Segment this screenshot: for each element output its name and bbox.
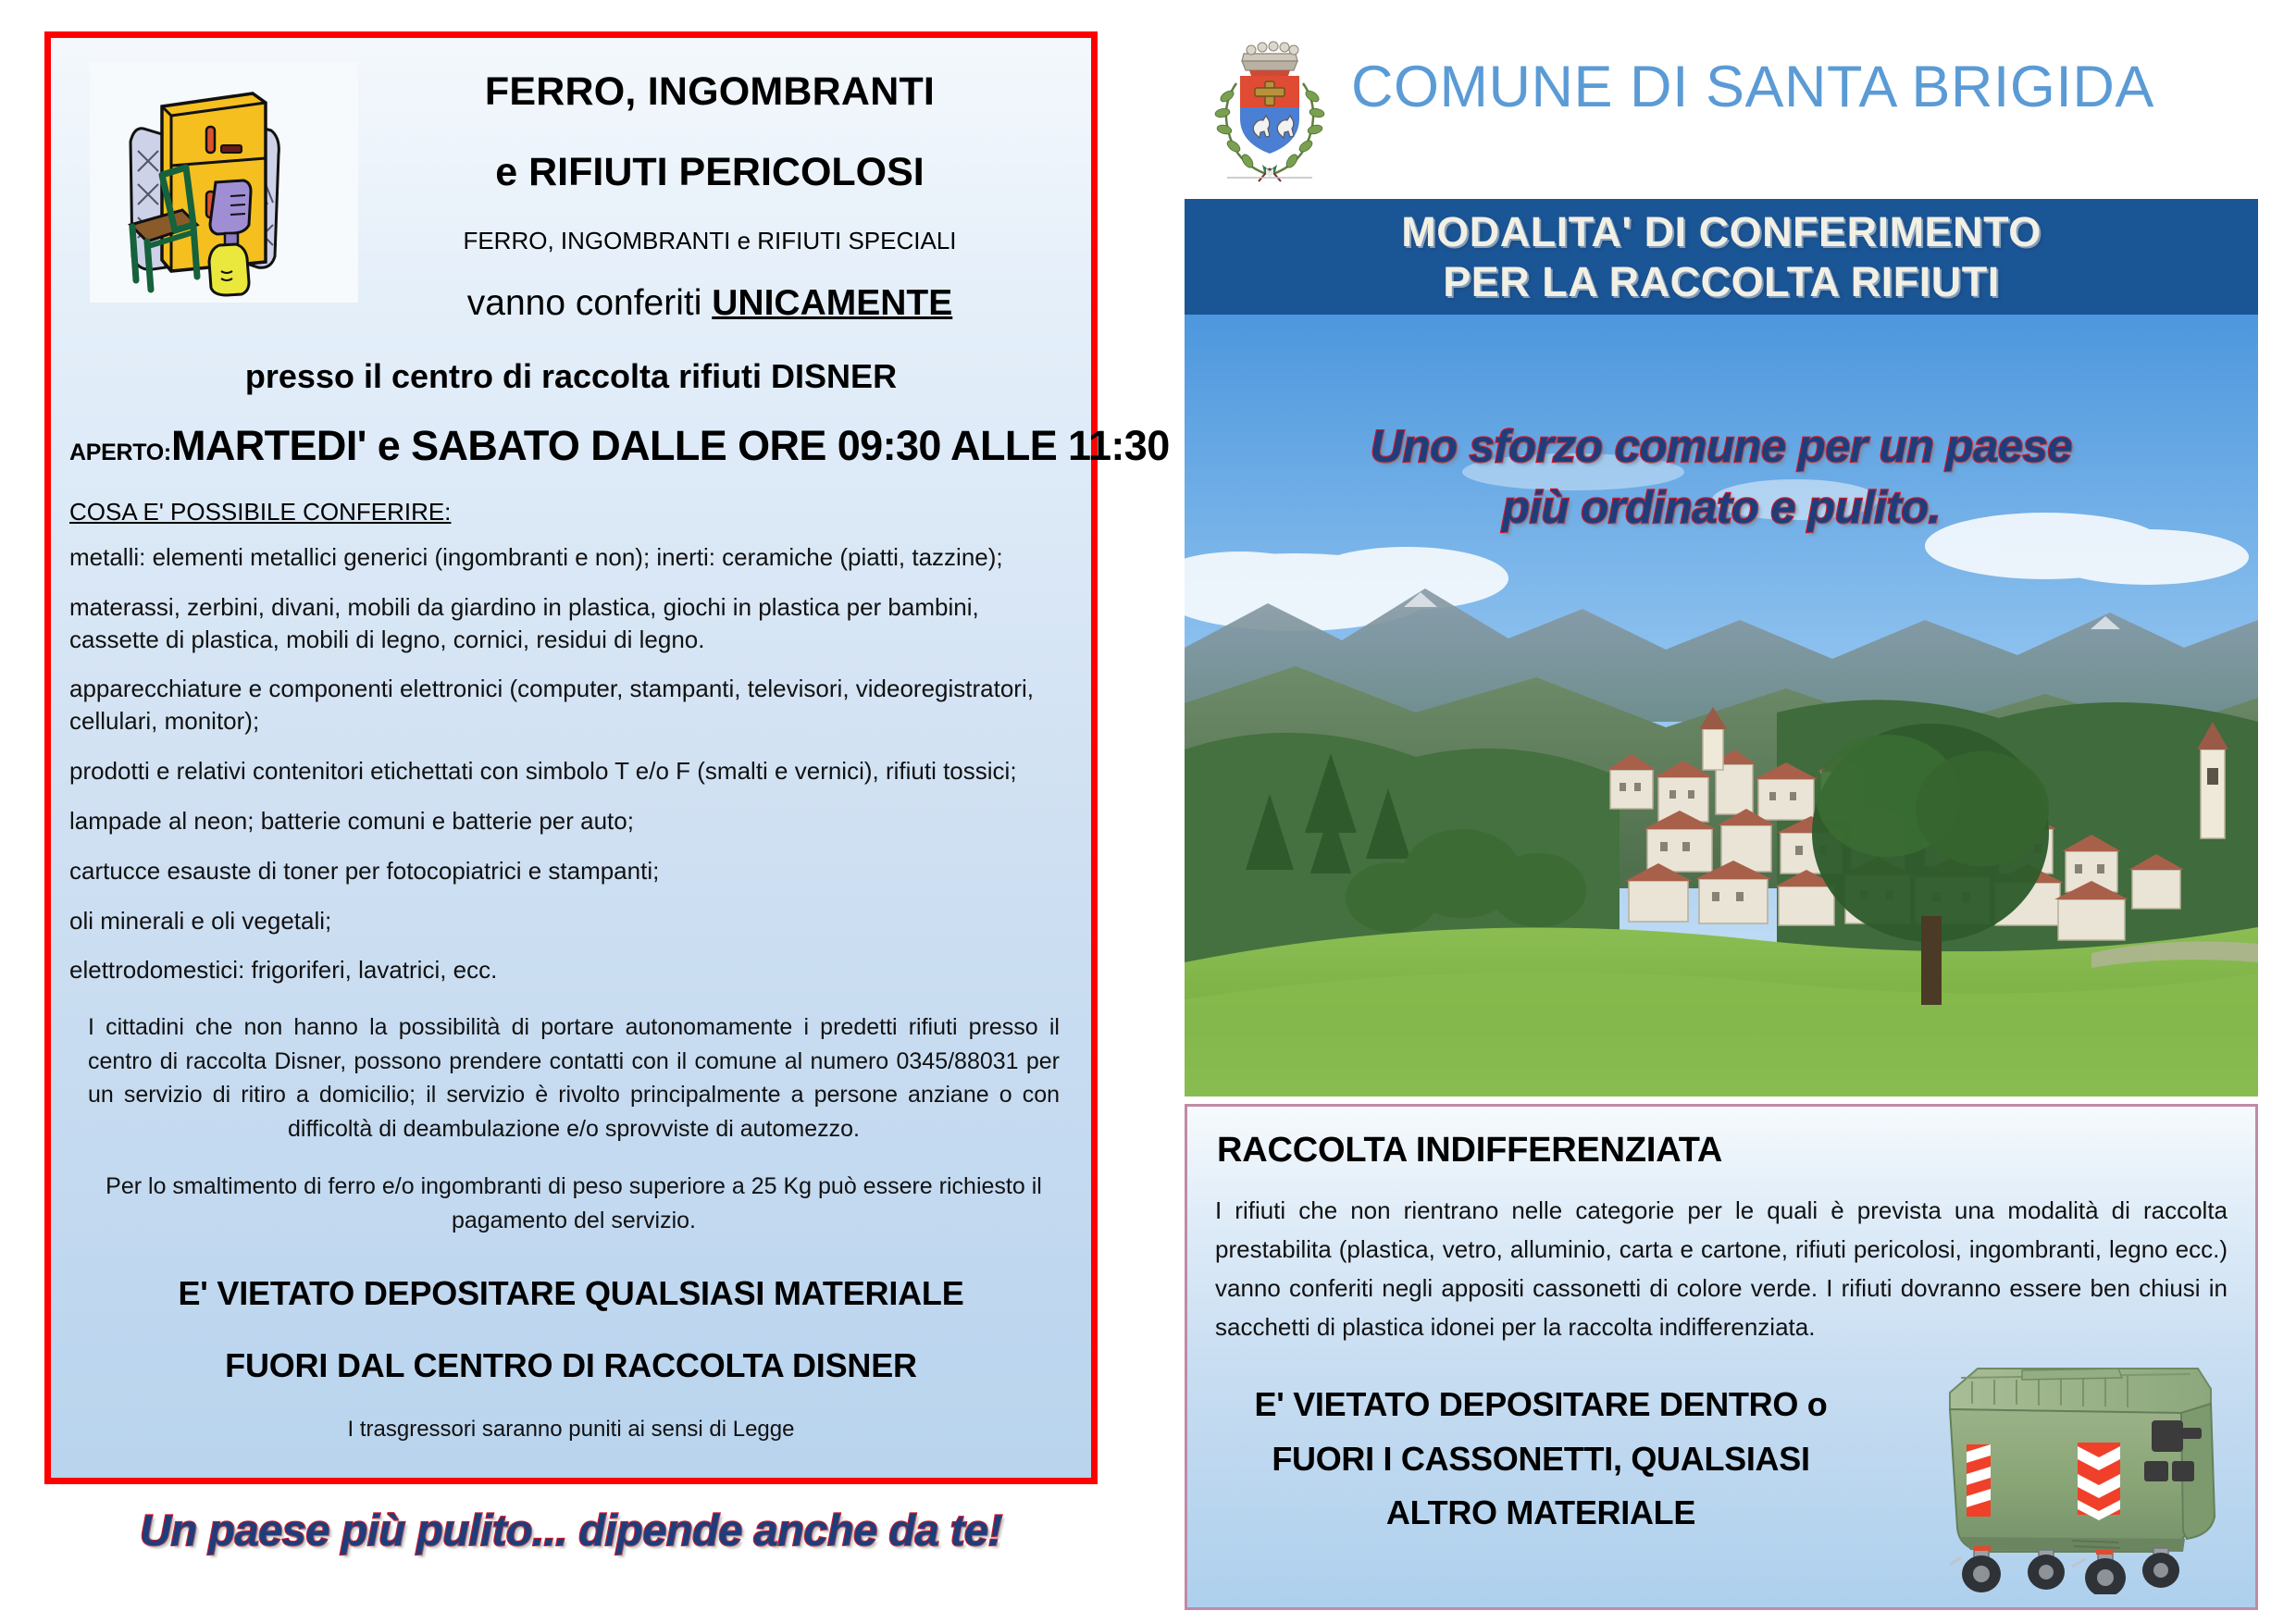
raccolta-indifferenziata-box bbox=[1185, 1104, 2258, 1610]
left-title-line2: e RIFIUTI PERICOLOSI bbox=[495, 150, 925, 194]
banner-line1: MODALITA' DI CONFERIMENTO bbox=[1401, 208, 2042, 256]
left-warning-line1: E' VIETATO DEPOSITARE QUALSIASI MATERIALE bbox=[178, 1274, 964, 1313]
indifferenziata-title: RACCOLTA INDIFFERENZIATA bbox=[1217, 1131, 1723, 1170]
green-waste-bin-illustration bbox=[1933, 1335, 2239, 1594]
service-info-paragraphs bbox=[62, 1010, 1080, 1237]
list-item: elettrodomestici: frigoriferi, lavatrici, ecc. bbox=[69, 956, 498, 985]
right-panel bbox=[1185, 9, 2258, 1610]
overlay-line2: più ordinato e pulito. bbox=[1502, 483, 1941, 534]
coat-of-arms-icon bbox=[1209, 30, 1331, 185]
indifferenziata-paragraph: I rifiuti che non rientrano nelle categorie per le quali è prevista una modalità di raccolta prestabilita (plastica, vetro, alluminio, carta e cartone, rifiuti pericolosi, ingombranti, legno ecc.) vanno conferiti negli appositi cassonetti di colore verde. I rifiuti dovranno essere ben chiusi in sacchetti di plastica idonei per la raccolta indifferenziata. bbox=[1215, 1196, 2228, 1342]
left-panel-ferro-ingombranti bbox=[44, 31, 1170, 1484]
comune-header bbox=[1185, 9, 2258, 194]
banner-line2: PER LA RACCOLTA RIFIUTI bbox=[1443, 257, 2000, 305]
left-footnote: I trasgressori saranno puniti ai sensi di Legge bbox=[347, 1417, 795, 1443]
indiff-warn-line3: ALTRO MATERIALE bbox=[1385, 1493, 1696, 1532]
photo-overlay-slogan bbox=[1185, 416, 2258, 539]
indifferenziata-body bbox=[1208, 1191, 2235, 1346]
left-line3-emphasis: UNICAMENTE bbox=[712, 283, 953, 323]
blue-banner bbox=[1185, 199, 2258, 315]
poster-tagline: Un paese più pulito... dipende anche da te! bbox=[140, 1505, 1002, 1555]
left-line3-prefix: vanno conferiti bbox=[466, 283, 713, 323]
list-item: apparecchiature e componenti elettronici (computer, stampanti, televisori, videoregistratori, cellulari, monitor); bbox=[69, 675, 1034, 736]
list-item: prodotti e relativi contenitori etichettati con simbolo T e/o F (smalti e vernici), rifiuti tossici; bbox=[69, 757, 1017, 786]
left-warning-line2: FUORI DAL CENTRO DI RACCOLTA DISNER bbox=[225, 1346, 917, 1385]
left-subtitle: FERRO, INGOMBRANTI e RIFIUTI SPECIALI bbox=[463, 227, 957, 254]
comune-title: COMUNE DI SANTA BRIGIDA bbox=[1351, 55, 2154, 119]
list-item: materassi, zerbini, divani, mobili da giardino in plastica, giochi in plastica per bambini, cassette di plastica, mobili di legno, cornici, residui di legno. bbox=[69, 592, 979, 653]
indiff-warn-line1: E' VIETATO DEPOSITARE DENTRO o bbox=[1254, 1385, 1828, 1424]
left-line-centro-disner: presso il centro di raccolta rifiuti DISNER bbox=[244, 357, 898, 395]
opening-hours bbox=[62, 422, 1170, 470]
indiff-warn-line2: FUORI I CASSONETTI, QUALSIASI bbox=[1272, 1439, 1810, 1478]
overlay-line1: Uno sforzo comune per un paese bbox=[1370, 422, 2073, 472]
village-landscape-photo bbox=[1185, 315, 2258, 1096]
list-item: oli minerali e oli vegetali; bbox=[69, 906, 332, 935]
left-title-line1: FERRO, INGOMBRANTI bbox=[484, 69, 936, 114]
accepted-items-list bbox=[62, 541, 1080, 986]
paragraph-domicilio: I cittadini che non hanno la possibilità di portare autonomamente i predetti rifiuti presso il centro di raccolta Disner, possono prendere contatti con il comune al numero 0345/88031 per un servizio di ritiro a domicilio; il servizio è rivolto principalmente a persone anziane o con difficoltà di deambulazione e/o sprovviste di automezzo. bbox=[88, 1014, 1060, 1142]
aperto-label: APERTO: bbox=[69, 440, 171, 465]
bulky-waste-illustration bbox=[90, 62, 358, 303]
paragraph-smaltimento: Per lo smaltimento di ferro e/o ingombranti di peso superiore a 25 Kg può essere richiesto il pagamento del servizio. bbox=[105, 1173, 1042, 1233]
list-item: cartucce esauste di toner per fotocopiatrici e stampanti; bbox=[69, 856, 660, 885]
aperto-value: MARTEDI' e SABATO DALLE ORE 09:30 ALLE 11:30 bbox=[170, 422, 1170, 469]
cosa-conferire-heading: COSA E' POSSIBILE CONFERIRE: bbox=[69, 498, 452, 526]
list-item: metalli: elementi metallici generici (ingombranti e non); inerti: ceramiche (piatti, tazzine); bbox=[69, 543, 1003, 571]
indifferenziata-warning bbox=[1208, 1378, 1874, 1540]
list-item: lampade al neon; batterie comuni e batterie per auto; bbox=[69, 806, 634, 835]
